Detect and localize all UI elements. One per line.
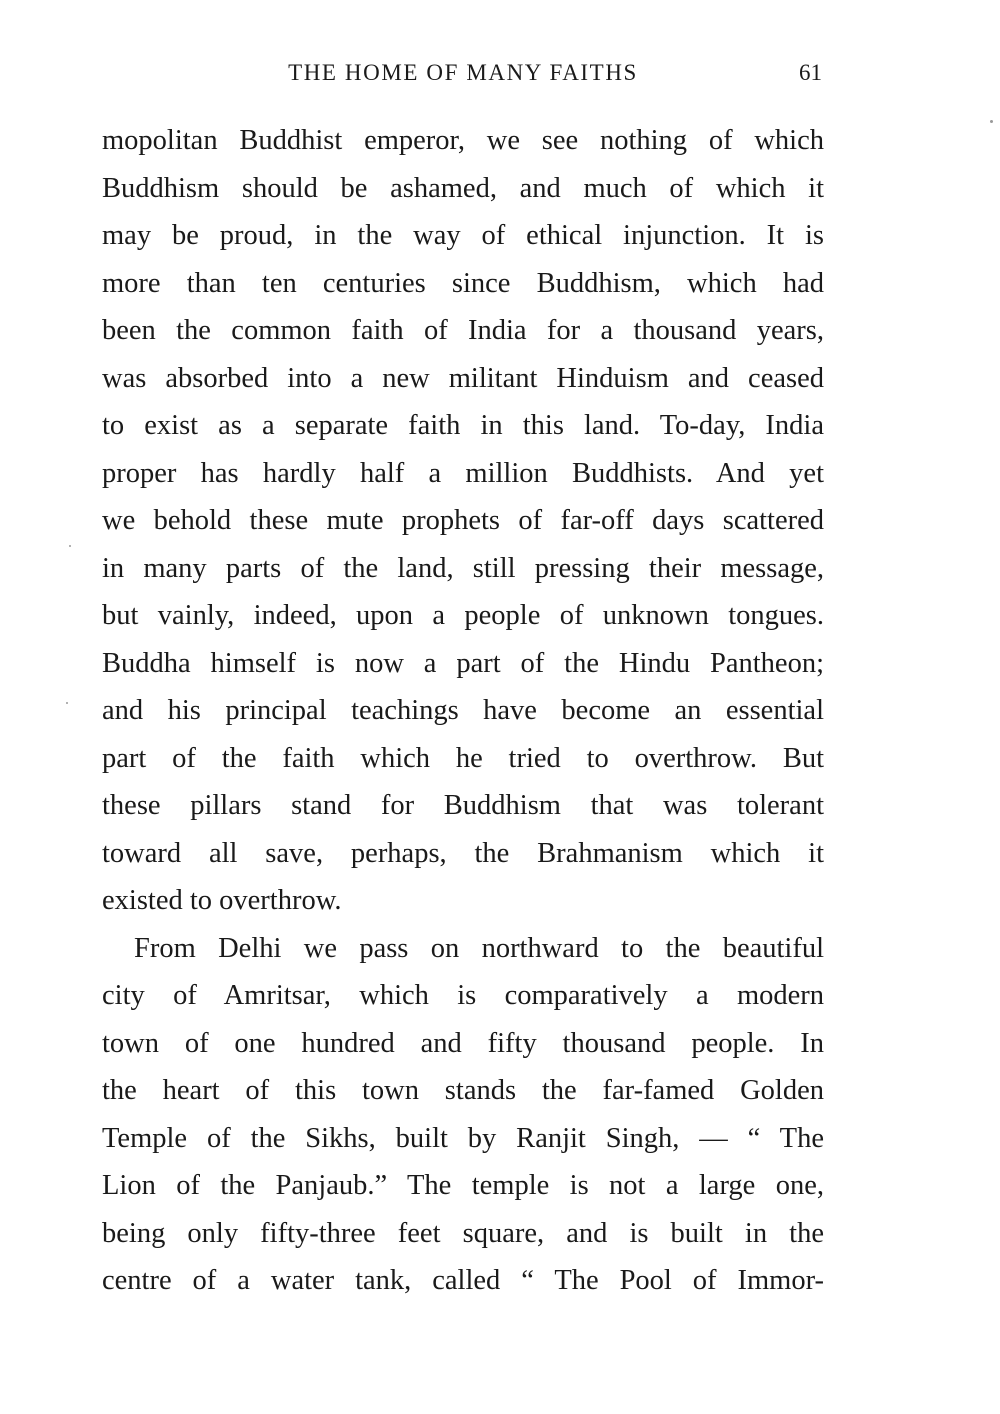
scan-speck	[66, 702, 68, 704]
scan-speck	[69, 545, 71, 547]
text-line: was absorbed into a new militant Hinduism and ceased	[102, 362, 824, 394]
text-line: mopolitan Buddhist emperor, we see nothing of which	[102, 125, 824, 156]
text-line: the heart of this town stands the far-famed Golden	[102, 1075, 824, 1106]
body-text	[102, 117, 824, 1305]
text-line: in many parts of the land, still pressing their message,	[102, 552, 824, 584]
text-line: part of the faith which he tried to overthrow. But	[102, 742, 824, 774]
text-line: these pillars stand for Buddhism that was tolerant	[102, 790, 824, 821]
text-line: and his principal teachings have become an essential	[102, 695, 824, 726]
text-line: Lion of the Panjaub.” The temple is not a large one,	[102, 1170, 824, 1201]
paragraph-2	[102, 925, 824, 1305]
running-header	[102, 60, 824, 90]
text-line: may be proud, in the way of ethical injunction. It is	[102, 220, 824, 251]
scan-speck	[990, 120, 993, 123]
running-title: THE HOME OF MANY FAITHS	[288, 60, 638, 85]
text-line: toward all save, perhaps, the Brahmanism which it	[102, 837, 824, 869]
text-line: From Delhi we pass on northward to the beautiful	[134, 932, 824, 964]
paragraph-1	[102, 117, 824, 925]
text-line: Buddhism should be ashamed, and much of which it	[102, 172, 824, 204]
text-line: to exist as a separate faith in this land. To-day, India	[102, 410, 824, 441]
text-line: we behold these mute prophets of far-off days scattered	[102, 505, 824, 536]
text-line: city of Amritsar, which is comparatively a modern	[102, 980, 824, 1011]
text-line: but vainly, indeed, upon a people of unknown tongues.	[102, 600, 824, 631]
page-number: 61	[799, 60, 822, 85]
text-line: centre of a water tank, called “ The Pool of Immor-	[102, 1265, 824, 1296]
text-line: Buddha himself is now a part of the Hindu Pantheon;	[102, 647, 824, 679]
text-line: Temple of the Sikhs, built by Ranjit Singh, — “ The	[102, 1122, 824, 1154]
text-line: being only fifty-three feet square, and is built in the	[102, 1217, 824, 1249]
text-line: been the common faith of India for a thousand years,	[102, 315, 824, 346]
text-line: existed to overthrow.	[102, 885, 342, 916]
text-line: more than ten centuries since Buddhism, which had	[102, 267, 824, 299]
text-line: proper has hardly half a million Buddhists. And yet	[102, 457, 824, 489]
text-line: town of one hundred and fifty thousand people. In	[102, 1027, 824, 1059]
